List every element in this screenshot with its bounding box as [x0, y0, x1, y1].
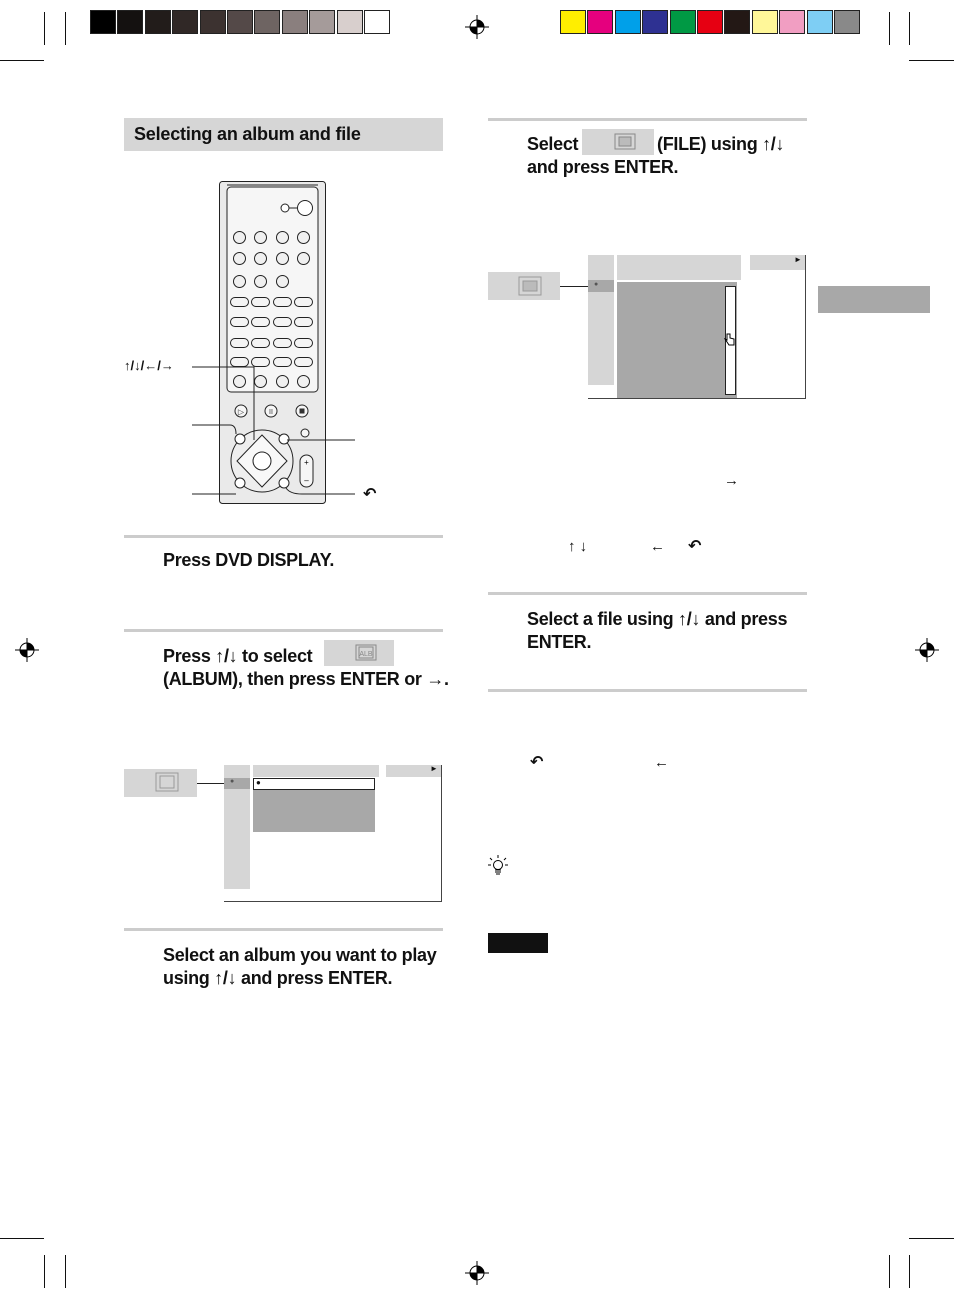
remote-button — [251, 317, 270, 327]
svg-text:ALB: ALB — [359, 651, 373, 658]
color-swatch — [642, 10, 668, 34]
screen-left-column — [588, 255, 614, 385]
remote-button — [276, 231, 289, 244]
note-right-arrow: → — [724, 472, 739, 489]
color-swatch — [364, 10, 390, 34]
step-rule — [124, 928, 443, 931]
remote-button — [297, 231, 310, 244]
album-list-selected[interactable] — [253, 778, 375, 790]
color-swatch — [615, 10, 641, 34]
color-swatch — [587, 10, 613, 34]
remote-button — [273, 297, 292, 307]
color-swatch — [90, 10, 116, 34]
remote-button — [230, 338, 249, 348]
crop-mark — [889, 12, 890, 45]
file-indicator-icon — [518, 276, 542, 296]
remote-button — [254, 252, 267, 265]
color-swatch — [309, 10, 335, 34]
remote-button — [233, 252, 246, 265]
remote-button — [230, 317, 249, 327]
crop-mark — [909, 1255, 910, 1288]
section-heading: Selecting an album and file — [134, 124, 361, 144]
color-swatch — [697, 10, 723, 34]
crop-mark — [65, 1255, 66, 1288]
remote-button — [233, 275, 246, 288]
play-indicator: ► — [430, 764, 438, 773]
note-return: ↶ — [688, 538, 702, 555]
remote-button — [276, 275, 289, 288]
color-swatch — [200, 10, 226, 34]
album-screen — [224, 765, 442, 902]
lightbulb-icon — [487, 854, 509, 878]
play-indicator: ► — [794, 255, 802, 264]
step-4-line-1a: Select — [527, 134, 579, 154]
remote-button — [254, 231, 267, 244]
step-2-line-1: Press ↑/↓ to select — [163, 646, 313, 666]
step-1: Press DVD DISPLAY. — [163, 550, 335, 570]
crop-mark — [0, 1238, 44, 1239]
remote-button — [251, 338, 270, 348]
step-rule — [124, 629, 443, 632]
file-icon — [614, 133, 636, 150]
step-3-line-2: using ↑/↓ and press ENTER. — [163, 968, 393, 988]
side-tab — [818, 286, 930, 313]
color-swatch — [117, 10, 143, 34]
arrow-buttons-label: ↑/↓/←/→ — [124, 358, 174, 373]
file-list — [617, 282, 737, 398]
album-indicator-icon — [155, 772, 179, 792]
crop-mark — [44, 12, 45, 45]
remote-button — [251, 297, 270, 307]
crop-mark — [0, 60, 44, 61]
step-5-line-2: ENTER. — [527, 632, 592, 652]
remote-button — [294, 317, 313, 327]
remote-button — [297, 252, 310, 265]
file-screen — [588, 255, 806, 399]
svg-text:–: – — [304, 476, 309, 485]
note-left: ← — [650, 538, 665, 555]
step-5-line-1: Select a file using ↑/↓ and press — [527, 609, 788, 629]
step-4-line-1b: (FILE) using ↑/↓ — [657, 134, 785, 154]
color-swatch — [752, 10, 778, 34]
registration-mark — [915, 638, 939, 662]
screen-header — [617, 255, 741, 280]
svg-text:▷: ▷ — [237, 407, 245, 417]
color-swatch — [560, 10, 586, 34]
color-swatch — [172, 10, 198, 34]
hand-pointer-icon — [724, 332, 736, 346]
screen-header — [253, 765, 379, 777]
color-swatch — [724, 10, 750, 34]
step-rule — [488, 689, 807, 692]
note-left-2: ← — [654, 754, 669, 771]
screen-bullet: ● — [594, 281, 599, 288]
crop-mark — [44, 1255, 45, 1288]
step-rule — [124, 535, 443, 538]
album-list-bullet: ● — [256, 778, 261, 787]
color-swatch — [834, 10, 860, 34]
indicator-line — [560, 286, 590, 287]
remote-button — [294, 338, 313, 348]
registration-mark — [465, 1261, 489, 1285]
screen-selected-row — [224, 778, 250, 789]
remote-button — [294, 297, 313, 307]
step-2-line-2: (ALBUM), then press ENTER or →. — [163, 669, 449, 689]
remote-button — [230, 297, 249, 307]
color-swatch — [807, 10, 833, 34]
remote-button — [254, 275, 267, 288]
remote-button — [233, 231, 246, 244]
remote-button — [276, 252, 289, 265]
indicator-line — [197, 783, 226, 784]
step-4-line-2: and press ENTER. — [527, 157, 679, 177]
color-swatch — [670, 10, 696, 34]
crop-mark — [909, 12, 910, 45]
crop-mark — [889, 1255, 890, 1288]
color-swatch — [779, 10, 805, 34]
registration-mark — [465, 15, 489, 39]
crop-mark — [65, 12, 66, 45]
color-swatch — [145, 10, 171, 34]
registration-mark — [15, 638, 39, 662]
screen-selected-row — [588, 280, 614, 292]
crop-mark — [909, 1238, 954, 1239]
remote-button — [273, 317, 292, 327]
album-icon — [355, 644, 377, 661]
callout-lines — [190, 360, 360, 500]
color-swatch — [227, 10, 253, 34]
step-3-line-1: Select an album you want to play — [163, 945, 437, 965]
svg-text:+: + — [304, 458, 309, 467]
screen-bullet: ● — [230, 778, 235, 785]
color-swatch — [337, 10, 363, 34]
note-label-bar — [488, 933, 548, 953]
note-updown: ↑ ↓ — [568, 538, 588, 555]
note-return-2: ↶ — [530, 754, 544, 771]
crop-mark — [909, 60, 954, 61]
return-button-label: ↶ — [363, 486, 377, 503]
step-rule — [488, 118, 807, 121]
color-swatch — [282, 10, 308, 34]
svg-text:II: II — [269, 409, 273, 416]
remote-button — [273, 338, 292, 348]
step-rule — [488, 592, 807, 595]
color-swatch — [254, 10, 280, 34]
